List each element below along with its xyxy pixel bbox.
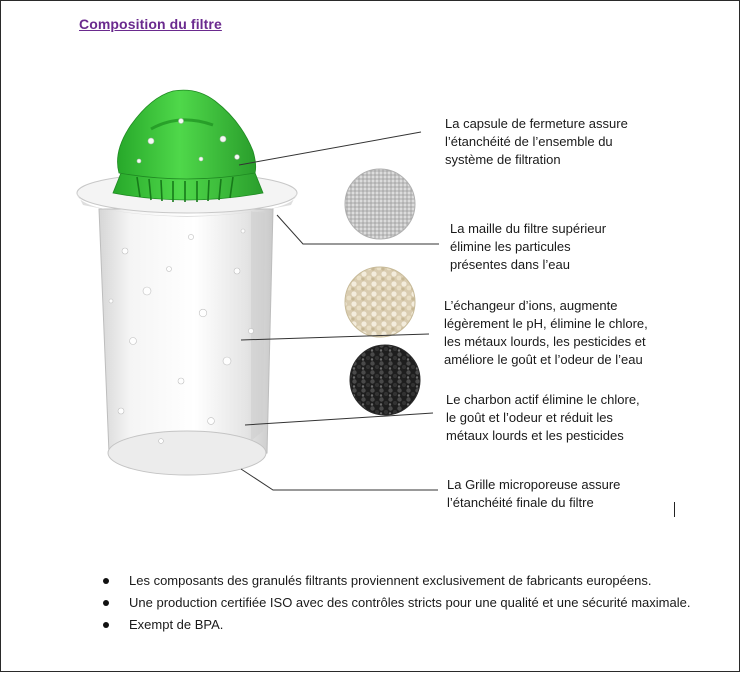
- mesh-sample-icon: [345, 169, 415, 239]
- page-title: Composition du filtre: [79, 16, 222, 32]
- list-item-text: Une production certifiée ISO avec des contrôles stricts pour une qualité et une sécurité maximale.: [129, 595, 691, 610]
- bullet-icon: [103, 600, 109, 606]
- text-cursor: [674, 502, 675, 517]
- bullet-icon: [103, 622, 109, 628]
- filter-cartridge-illustration: [77, 90, 297, 475]
- activated-carbon-granules-icon: [350, 345, 420, 415]
- callout-capsule: La capsule de fermeture assure l’étanchéité de l’ensemble du système de filtration: [445, 116, 628, 167]
- bullet-icon: [103, 578, 109, 584]
- list-item: [101, 592, 711, 614]
- callout-grid: La Grille microporeuse assure l’étanchéité finale du filtre: [447, 477, 621, 510]
- callout-ion-exchange: L’échangeur d’ions, augmente légèrement le pH, élimine le chlore, les métaux lourds, les pesticides et améliore le goût et l’odeur de l’eau: [444, 298, 648, 367]
- list-item: [101, 614, 711, 636]
- ion-exchange-granules-icon: [345, 267, 415, 337]
- callout-carbon: Le charbon actif élimine le chlore, le goût et l’odeur et réduit les métaux lourds et les pesticides: [446, 392, 640, 443]
- list-item-text: Exempt de BPA.: [129, 617, 224, 632]
- callout-mesh: La maille du filtre supérieur élimine les particules présentes dans l’eau: [450, 221, 607, 272]
- list-item: [101, 570, 711, 592]
- bullet-list: [101, 570, 711, 636]
- list-item-text: Les composants des granulés filtrants proviennent exclusivement de fabricants européens.: [129, 573, 652, 588]
